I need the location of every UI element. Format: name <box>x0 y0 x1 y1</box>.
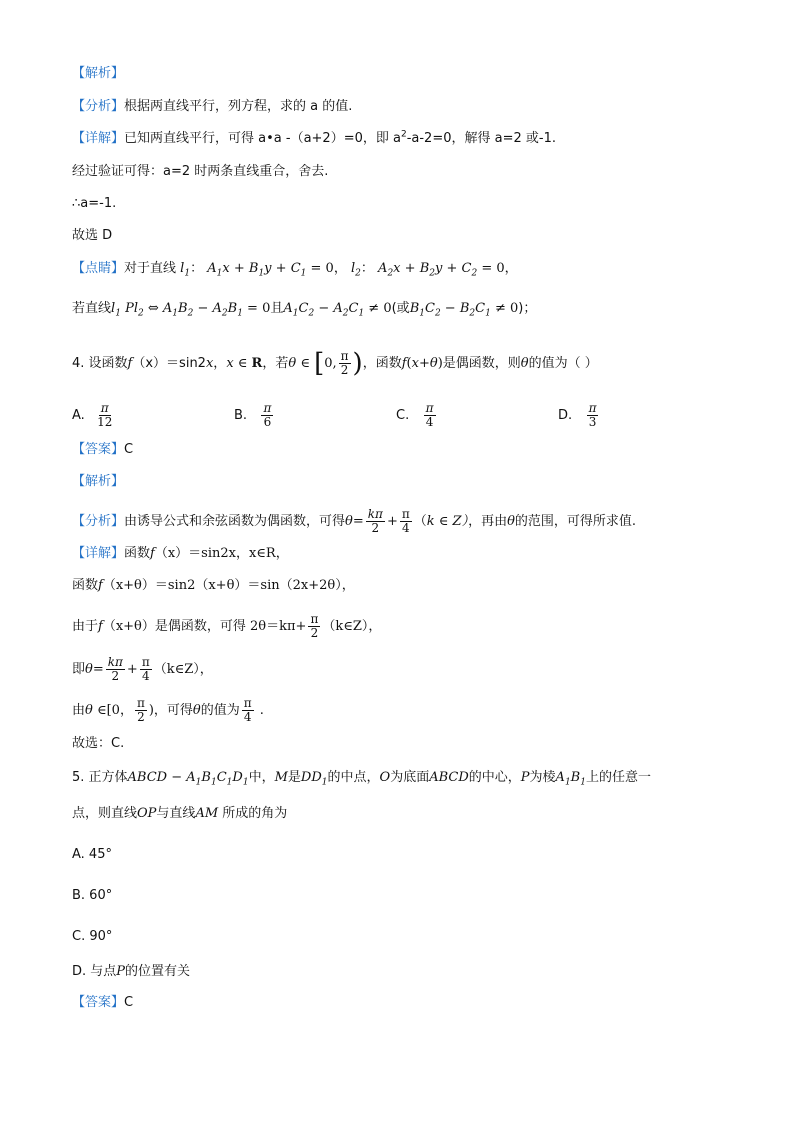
q4-answer-line <box>72 440 133 460</box>
edge-a1b1: $A_1B_1$ <box>555 770 586 788</box>
fenxi-text: 根据两直线平行，列方程，求的 a 的值. <box>124 99 353 114</box>
xiangjie-line <box>72 129 556 149</box>
q4-xiangjie-2: 函数f（x+θ）＝sin2（x+θ）＝sin（2x+2θ）， <box>72 578 355 593</box>
xiangjie-text-b: -a-2=0，解得 a=2 或-1. <box>406 131 556 146</box>
q4-fenxi-line: 【分析】由诱导公式和余弦函数为偶函数，可得θ= $\frac{k\pi}{2}$ + $\frac{\pi}{4}$ （k ∈ Z），再由θ的范围，可得所求值. <box>72 507 637 535</box>
condition-line: 若直线$l_1$ $Pl_2$ ⇔ $A_1B_2 - A_2B_1 = 0$且$A_1C_2 - A_2C_1 \ne 0$(或$B_1C_2 - B_2C_1 \ne 0$)； <box>72 301 537 319</box>
q4-stem-frac: $\frac{\pi}{2}$ <box>340 349 349 377</box>
q4-stem: 4. 设函数f（x）＝sin2x，x ∈ R，若θ ∈ [0, $\frac{\pi}{2}$ )，函数f(x+θ)是偶函数，则θ的值为（ ） <box>72 348 598 379</box>
parallel-expr: $l_1$ $Pl_2$ <box>111 301 144 319</box>
q5-option-a: A. 45° <box>72 847 112 862</box>
q5-stem-2: 点，则直线OP与直线AM 所成的角为 <box>72 806 288 821</box>
q5-stem-1: 5. 正方体ABCD − $A_1B_1C_1D_1$中，M是$DD_1$的中点，O为底面ABCD的中心，P为棱$A_1B_1$上的任意一 <box>72 770 651 788</box>
jiexi-heading <box>72 64 124 84</box>
q4-jiexi-tag: 【解析】 <box>72 474 125 489</box>
q5-option-c: C. 90° <box>72 929 113 944</box>
q5-answer-line <box>72 993 133 1013</box>
q4-xiangjie-5: 由θ ∈[0， $\frac{\pi}{2}$ )，可得θ的值为 $\frac{\pi}{4}$ . <box>72 696 264 724</box>
q4-xiangjie-1: 【详解】函数f（x）＝sin2x，x∈R， <box>72 546 289 561</box>
q5-option-b: B. 60° <box>72 888 113 903</box>
cond-expr-3: $B_1C_2 - B_2C_1$ <box>409 301 491 319</box>
q5-option-d: D. 与点P的位置有关 <box>72 964 191 979</box>
choose-line: 故选 D <box>72 228 113 243</box>
q5-answer-value: C <box>124 995 134 1010</box>
q4-fenxi-tag: 【分析】 <box>72 514 125 529</box>
q4-option-b: B. $\frac{\pi}{6}$ <box>234 401 272 429</box>
therefore-line: ∴a=-1. <box>72 196 117 211</box>
verify-line: 经过验证可得：a=2 时两条直线重合，舍去. <box>72 164 329 179</box>
q4-xiangjie-4: 即θ= $\frac{k\pi}{2}$ + $\frac{\pi}{4}$ （k∈Z）， <box>72 655 213 683</box>
fenxi-line <box>72 97 352 117</box>
line-l1: $l_1$ <box>180 261 191 279</box>
q4-number: 4. 设函数 <box>72 356 128 371</box>
q4-choose: 故选：C. <box>72 736 125 751</box>
jiexi-tag: 【解析】 <box>72 66 125 81</box>
q4-option-c: C. $\frac{\pi}{4}$ <box>396 401 434 429</box>
dianjing-line: 【点睛】对于直线 $l_1$： $A_1x + B_1y + C_1 = 0$， $l_2$： $A_2x + B_2y + C_2 = 0$， <box>72 261 518 279</box>
q5-number: 5. 正方体 <box>72 770 128 785</box>
xiangjie-text-a: 已知两直线平行，可得 a•a -（a+2）=0，即 a <box>124 131 401 146</box>
dianjing-tag: 【点睛】 <box>72 261 125 276</box>
q5-answer-tag: 【答案】 <box>72 995 125 1010</box>
q4-option-a: A. $\frac{\pi}{12}$ <box>72 401 113 429</box>
equation-2: $A_2x + B_2y + C_2$ <box>378 261 478 279</box>
q4-xiangjie-3: 由于f（x+θ）是偶函数，可得 2θ＝kπ+ $\frac{\pi}{2}$ （k∈Z）， <box>72 612 382 640</box>
fenxi-tag: 【分析】 <box>72 99 125 114</box>
q4-jiexi-line <box>72 472 124 492</box>
q4-answer-tag: 【答案】 <box>72 442 125 457</box>
edge-dd1: $DD_1$ <box>300 770 328 788</box>
q4-answer-value: C <box>124 442 134 457</box>
xiangjie-sup: 2 <box>400 129 407 140</box>
dianjing-prefix: 对于直线 <box>124 261 177 276</box>
xiangjie-tag: 【详解】 <box>72 131 125 146</box>
line-l2: $l_2$ <box>350 261 361 279</box>
cube-top-face: $A_1B_1C_1D_1$ <box>186 770 249 788</box>
equation-1: $A_1x + B_1y + C_1$ <box>207 261 307 279</box>
cond-expr-1: $A_1B_2 - A_2B_1$ <box>162 301 243 319</box>
condition-prefix: 若直线 <box>72 301 112 316</box>
cond-expr-2: $A_1C_2 - A_2C_1$ <box>283 301 365 319</box>
q4-option-d: D. $\frac{\pi}{3}$ <box>558 401 597 429</box>
q4-xiangjie-tag: 【详解】 <box>72 546 125 561</box>
